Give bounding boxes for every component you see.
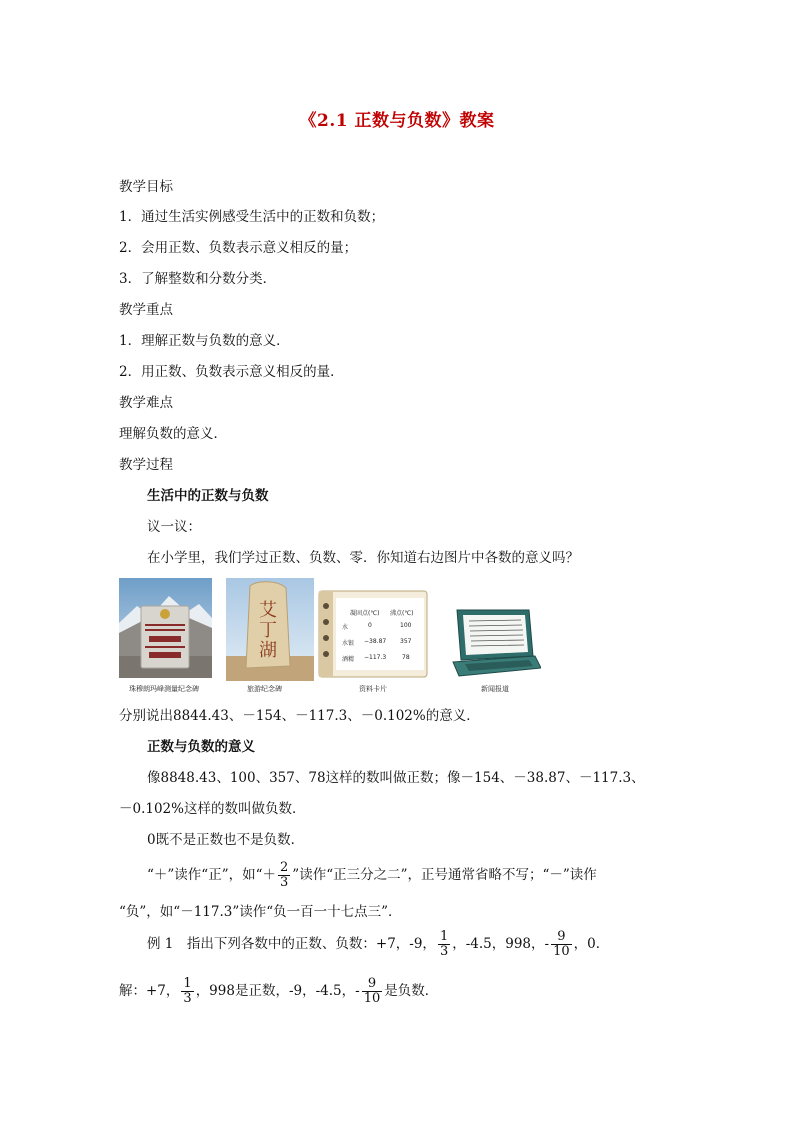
card-cell: 水银 [342,640,355,647]
card-cell: 78 [402,654,410,661]
sign-reading-line-2: “负”，如“－117.3”读作“负一百一十七点三”． [119,904,402,920]
card-cell: 水 [342,624,349,631]
figure-everest-monument [119,578,212,682]
sign-text-b: ”读作“正三分之二”，正号通常省略不写；“－”读作 [292,867,597,883]
figure-news-laptop [451,606,541,685]
objectives-heading: 教学目标 [119,179,173,195]
example-1: 例 1 指出下列各数中的正数、负数：+7，-9， $\frac{1}{3}$ ，-4.5，998，- $\frac{9}{10}$ ，0． [147,929,610,959]
sign-text-a: “＋”读作“正”，如“＋ [147,867,277,883]
difficulty-text: 理解负数的意义． [119,426,227,442]
caption-card: 资料卡片 [359,685,387,693]
solution-1: 解：+7， $\frac{1}{3}$ ，998是正数，-9，-4.5，- $\frac{9}{10}$ 是负数． [119,976,439,1006]
definition-line-2: －0.102%这样的数叫做负数． [119,801,306,817]
card-cell: 100 [400,622,412,629]
discuss-question: 在小学里，我们学过正数、负数、零．你知道右边图片中各数的意义吗？ [147,550,579,566]
fraction-two-thirds: $\frac{2}{3}$ [280,860,289,890]
definition-line-1: 像8848.43、100、357、78这样的数叫做正数；像－154、－38.87、－117.3、 [147,770,645,786]
process-heading: 教学过程 [119,457,173,473]
aiding-lake-stone-image [226,578,314,681]
card-cell: −117.3 [364,654,387,661]
illustration-row [119,578,559,693]
fraction-one-third: $\frac{1}{3}$ [439,929,449,959]
figure-data-card [318,590,428,682]
card-cell: −38.87 [364,638,387,645]
key-point-item-2: 2．用正数、负数表示意义相反的量． [119,364,344,380]
zero-statement: 0既不是正数也不是负数． [147,832,305,848]
objective-item-1: 1．通过生活实例感受生活中的正数和负数； [119,209,385,225]
stone-inscription-1: 艾 [259,600,277,621]
card-header-freezing: 凝固点(℃) [350,610,380,617]
everest-monument-image [119,578,212,678]
news-laptop-image [451,606,541,681]
caption-stone: 旅游纪念碑 [247,685,282,693]
data-card-image [318,590,428,678]
key-point-item-1: 1．理解正数与负数的意义． [119,333,290,349]
page-title: 《2.1 正数与负数》教案 [299,111,495,131]
key-points-heading: 教学重点 [119,302,173,318]
fraction-nine-tenths-solution: $\frac{9}{10}$ [363,976,381,1006]
caption-news: 新闻报道 [481,685,509,693]
fraction-nine-tenths: $\frac{9}{10}$ [553,929,570,959]
discuss-label: 议一议： [147,519,201,535]
card-cell: 0 [368,622,372,629]
section-heading-meaning: 正数与负数的意义 [147,739,255,755]
section-heading-life: 生活中的正数与负数 [147,488,269,504]
caption-everest: 珠穆朗玛峰测量纪念碑 [129,685,199,693]
stone-inscription-3: 湖 [259,640,277,661]
card-cell: 357 [400,638,412,645]
figure-aiding-lake-stone [226,578,314,685]
difficulty-heading: 教学难点 [119,395,173,411]
objective-item-2: 2．会用正数、负数表示意义相反的量； [119,240,358,256]
fraction-one-third-solution: $\frac{1}{3}$ [183,976,192,1006]
objective-item-3: 3．了解整数和分数分类． [119,271,277,287]
sign-reading-line [147,860,597,890]
card-cell: 酒精 [342,656,355,663]
stone-inscription-2: 丁 [259,620,277,641]
say-each-instruction: 分别说出8844.43、－154、－117.3、－0.102%的意义． [119,708,480,724]
card-header-boiling: 沸点(℃) [390,610,414,617]
